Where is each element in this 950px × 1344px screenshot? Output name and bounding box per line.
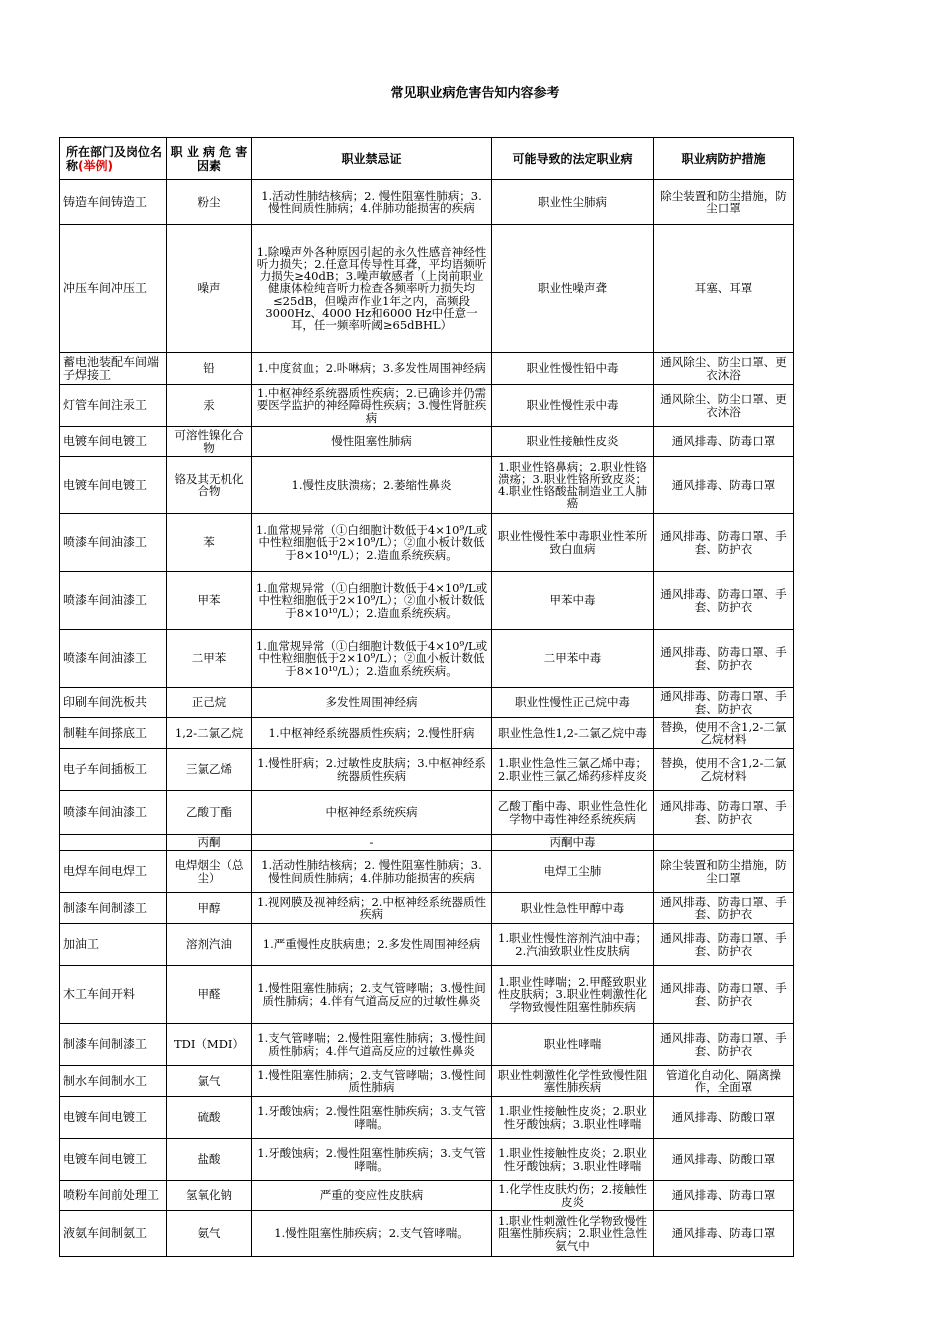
hazard-factor-cell: 氯气 [167,1066,252,1097]
department-cell: 蓄电池装配车间端子焊接工 [60,353,167,385]
department-cell: 喷粉车间前处理工 [60,1181,167,1211]
disease-cell: 职业性慢性正己烷中毒 [492,688,654,718]
department-cell: 铸造车间铸造工 [60,180,167,225]
hazard-factor-cell: 1,2-二氯乙烷 [167,718,252,749]
contraindication-cell: 1.血常规异常（①白细胞计数低于4×10⁹/L或中性粒细胞低于2×10⁹/L）；②血小板计数低于8×10¹⁰/L）；2.造血系统疾病。 [252,630,492,688]
hazard-factor-cell: 盐酸 [167,1139,252,1181]
department-cell: 电子车间插板工 [60,749,167,791]
department-cell: 喷漆车间油漆工 [60,791,167,835]
contraindication-cell: 1.中枢神经系统器质性疾病；2.已确诊并仍需要医学监护的神经障碍性疾病；3.慢性肾脏疾病 [252,385,492,427]
protection-cell: 通风排毒、防酸口罩 [654,1097,794,1139]
protection-cell [654,835,794,851]
disease-cell: 二甲苯中毒 [492,630,654,688]
contraindication-cell: 1.慢性皮肤溃疡；2.萎缩性鼻炎 [252,457,492,514]
disease-cell: 职业性急性1,2-二氯乙烷中毒 [492,718,654,749]
protection-cell: 耳塞、耳罩 [654,225,794,353]
hazard-table [59,137,794,1257]
disease-cell: 甲苯中毒 [492,572,654,630]
header-example-note: (举例) [78,158,113,173]
protection-cell: 除尘装置和防尘措施，防尘口罩 [654,180,794,225]
protection-cell: 通风除尘、防尘口罩、更衣沐浴 [654,385,794,427]
protection-cell: 通风排毒、防毒口罩、手套、防护衣 [654,791,794,835]
department-cell: 灯管车间注汞工 [60,385,167,427]
protection-cell: 管道化自动化、隔离操作，全面罩 [654,1066,794,1097]
department-cell: 制鞋车间搽底工 [60,718,167,749]
hazard-factor-cell: 噪声 [167,225,252,353]
contraindication-cell: 1.慢性阻塞性肺病；2.支气管哮喘；3.慢性间质性肺病；4.伴有气道高反应的过敏性鼻炎 [252,966,492,1024]
department-cell: 制漆车间制漆工 [60,1024,167,1066]
department-cell: 电镀车间电镀工 [60,427,167,457]
hazard-factor-cell: 氨气 [167,1211,252,1257]
hazard-factor-cell: TDI（MDI） [167,1024,252,1066]
protection-cell: 除尘装置和防尘措施，防尘口罩 [654,851,794,893]
department-cell: 制漆车间制漆工 [60,893,167,924]
hazard-factor-cell: 丙酮 [167,835,252,851]
hazard-factor-cell: 苯 [167,514,252,572]
contraindication-cell: 1.血常规异常（①白细胞计数低于4×10⁹/L或中性粒细胞低于2×10⁹/L）；②血小板计数低于8×10¹⁰/L）；2.造血系统疾病。 [252,514,492,572]
protection-cell: 通风排毒、防毒口罩、手套、防护衣 [654,630,794,688]
disease-cell: 职业性慢性铅中毒 [492,353,654,385]
hazard-factor-cell: 甲苯 [167,572,252,630]
header-hazard-factor: 职 业 病 危 害因素 [167,138,252,180]
disease-cell: 职业性刺激性化学性致慢性阻塞性肺疾病 [492,1066,654,1097]
protection-cell: 通风排毒、防毒口罩 [654,427,794,457]
hazard-factor-cell: 溶剂汽油 [167,924,252,966]
hazard-factor-cell: 铅 [167,353,252,385]
department-cell: 电镀车间电镀工 [60,457,167,514]
contraindication-cell: 1.支气管哮喘；2.慢性阻塞性肺病；3.慢性间质性肺病；4.伴气道高反应的过敏性鼻炎 [252,1024,492,1066]
header-contraindication: 职业禁忌证 [252,138,492,180]
contraindication-cell: 1.中度贫血；2.卟啉病；3.多发性周围神经病 [252,353,492,385]
hazard-factor-cell: 正己烷 [167,688,252,718]
department-cell: 电镀车间电镀工 [60,1097,167,1139]
protection-cell: 通风排毒、防毒口罩 [654,1211,794,1257]
contraindication-cell: 严重的变应性皮肤病 [252,1181,492,1211]
table-row [60,1211,794,1257]
department-cell: 加油工 [60,924,167,966]
department-cell: 木工车间开料 [60,966,167,1024]
hazard-factor-cell: 汞 [167,385,252,427]
protection-cell: 通风除尘、防尘口罩、更衣沐浴 [654,353,794,385]
hazard-factor-cell: 氢氧化钠 [167,1181,252,1211]
hazard-factor-cell: 可溶性镍化合物 [167,427,252,457]
hazard-factor-cell: 粉尘 [167,180,252,225]
table-row [60,966,794,1024]
table-row [60,180,794,225]
disease-cell: 1.职业性接触性皮炎；2.职业性牙酸蚀病；3.职业性哮喘 [492,1139,654,1181]
disease-cell: 丙酮中毒 [492,835,654,851]
contraindication-cell: 1.牙酸蚀病；2.慢性阻塞性肺疾病；3.支气管哮喘。 [252,1097,492,1139]
disease-cell: 职业性急性甲醇中毒 [492,893,654,924]
contraindication-cell: 慢性阻塞性肺病 [252,427,492,457]
protection-cell: 通风排毒、防毒口罩、手套、防护衣 [654,572,794,630]
table-row [60,385,794,427]
contraindication-cell: 1.慢性肝病；2.过敏性皮肤病；3.中枢神经系统器质性疾病 [252,749,492,791]
hazard-factor-cell: 铬及其无机化合物 [167,457,252,514]
disease-cell: 职业性接触性皮炎 [492,427,654,457]
table-row [60,749,794,791]
table-header-row [60,138,794,180]
disease-cell: 1.化学性皮肤灼伤；2.接触性皮炎 [492,1181,654,1211]
table-row [60,718,794,749]
table-row [60,1181,794,1211]
contraindication-cell: 1.慢性阻塞性肺疾病；2.支气管哮喘。 [252,1211,492,1257]
table-row [60,225,794,353]
contraindication-cell: - [252,835,492,851]
contraindication-cell: 中枢神经系统疾病 [252,791,492,835]
contraindication-cell: 1.活动性肺结核病；2. 慢性阻塞性肺病；3. 慢性间质性肺病；4.伴肺功能损害的疾病 [252,851,492,893]
table-row [60,457,794,514]
table-row [60,924,794,966]
table-row [60,688,794,718]
department-cell: 喷漆车间油漆工 [60,572,167,630]
protection-cell: 通风排毒、防毒口罩 [654,457,794,514]
contraindication-cell: 多发性周围神经病 [252,688,492,718]
disease-cell: 职业性噪声聋 [492,225,654,353]
hazard-factor-cell: 甲醇 [167,893,252,924]
table-row [60,1066,794,1097]
department-cell: 制水车间制水工 [60,1066,167,1097]
disease-cell: 1.职业性急性三氯乙烯中毒；2.职业性三氯乙烯药疹样皮炎 [492,749,654,791]
header-department [60,138,167,180]
table-row [60,1139,794,1181]
disease-cell: 职业性慢性汞中毒 [492,385,654,427]
department-cell: 印刷车间洗板共 [60,688,167,718]
hazard-factor-cell: 硫酸 [167,1097,252,1139]
protection-cell: 通风排毒、防毒口罩、手套、防护衣 [654,1024,794,1066]
contraindication-cell: 1.活动性肺结核病；2. 慢性阻塞性肺病；3. 慢性间质性肺病；4.伴肺功能损害的疾病 [252,180,492,225]
department-cell: 电镀车间电镀工 [60,1139,167,1181]
table-row [60,1024,794,1066]
header-protection: 职业病防护措施 [654,138,794,180]
table-row [60,835,794,851]
disease-cell: 1.职业性铬鼻病；2.职业性铬溃疡；3.职业性铬所致皮炎；4.职业性铬酸盐制造业工人肺癌 [492,457,654,514]
table-row [60,791,794,835]
protection-cell: 通风排毒、防毒口罩 [654,1181,794,1211]
disease-cell: 电焊工尘肺 [492,851,654,893]
disease-cell: 职业性尘肺病 [492,180,654,225]
table-row [60,630,794,688]
table-row [60,893,794,924]
header-department-label: 所在部门及岗位名称 [66,144,163,173]
protection-cell: 通风排毒、防毒口罩、手套、防护衣 [654,688,794,718]
hazard-factor-cell: 二甲苯 [167,630,252,688]
table-row [60,1097,794,1139]
table-row [60,851,794,893]
table-row [60,427,794,457]
table-row [60,514,794,572]
disease-cell: 1.职业性慢性溶剂汽油中毒；2.汽油致职业性皮肤病 [492,924,654,966]
contraindication-cell: 1.严重慢性皮肤病患；2.多发性周围神经病 [252,924,492,966]
contraindication-cell: 1.视网膜及视神经病；2.中枢神经系统器质性疾病 [252,893,492,924]
contraindication-cell: 1.除噪声外各种原因引起的永久性感音神经性听力损失；2.任意耳传导性耳聋，平均语频听力损失≥40dB；3.噪声敏感者（上岗前职业健康体检纯音听力检查各频率听力损失均≤25dB，但噪声作业1年之内，高频段3000Hz、4000 Hz和6000 Hz中任意一耳，任一频率听阈≥65dBHL） [252,225,492,353]
contraindication-cell: 1.血常规异常（①白细胞计数低于4×10⁹/L或中性粒细胞低于2×10⁹/L）；②血小板计数低于8×10¹⁰/L）；2.造血系统疾病。 [252,572,492,630]
disease-cell: 1.职业性接触性皮炎；2.职业性牙酸蚀病；3.职业性哮喘 [492,1097,654,1139]
protection-cell: 替换，使用不含1,2-二氯乙烷材料 [654,718,794,749]
department-cell: 喷漆车间油漆工 [60,630,167,688]
page-title: 常见职业病危害告知内容参考 [390,86,560,101]
hazard-factor-cell: 甲醛 [167,966,252,1024]
department-cell: 电焊车间电焊工 [60,851,167,893]
disease-cell: 1.职业性刺激性化学物致慢性阻塞性肺疾病；2.职业性急性氨气中 [492,1211,654,1257]
protection-cell: 通风排毒、防酸口罩 [654,1139,794,1181]
table-row [60,572,794,630]
contraindication-cell: 1.慢性阻塞性肺病；2.支气管哮喘；3.慢性间质性肺病 [252,1066,492,1097]
header-disease: 可能导致的法定职业病 [492,138,654,180]
disease-cell: 职业性慢性苯中毒职业性苯所致白血病 [492,514,654,572]
hazard-factor-cell: 乙酸丁酯 [167,791,252,835]
department-cell [60,835,167,851]
protection-cell: 通风排毒、防毒口罩、手套、防护衣 [654,966,794,1024]
contraindication-cell: 1.牙酸蚀病；2.慢性阻塞性肺疾病；3.支气管哮喘。 [252,1139,492,1181]
department-cell: 喷漆车间油漆工 [60,514,167,572]
disease-cell: 乙酸丁酯中毒、职业性急性化学物中毒性神经系统疾病 [492,791,654,835]
hazard-factor-cell: 电焊烟尘（总尘） [167,851,252,893]
department-cell: 液氨车间制氨工 [60,1211,167,1257]
protection-cell: 替换，使用不含1,2-二氯乙烷材料 [654,749,794,791]
protection-cell: 通风排毒、防毒口罩、手套、防护衣 [654,924,794,966]
contraindication-cell: 1.中枢神经系统器质性疾病；2.慢性肝病 [252,718,492,749]
hazard-factor-cell: 三氯乙烯 [167,749,252,791]
disease-cell: 职业性哮喘 [492,1024,654,1066]
disease-cell: 1.职业性哮喘；2.甲醛致职业性皮肤病；3.职业性刺激性化学物致慢性阻塞性肺疾病 [492,966,654,1024]
protection-cell: 通风排毒、防毒口罩、手套、防护衣 [654,893,794,924]
department-cell: 冲压车间冲压工 [60,225,167,353]
protection-cell: 通风排毒、防毒口罩、手套、防护衣 [654,514,794,572]
table-row [60,353,794,385]
